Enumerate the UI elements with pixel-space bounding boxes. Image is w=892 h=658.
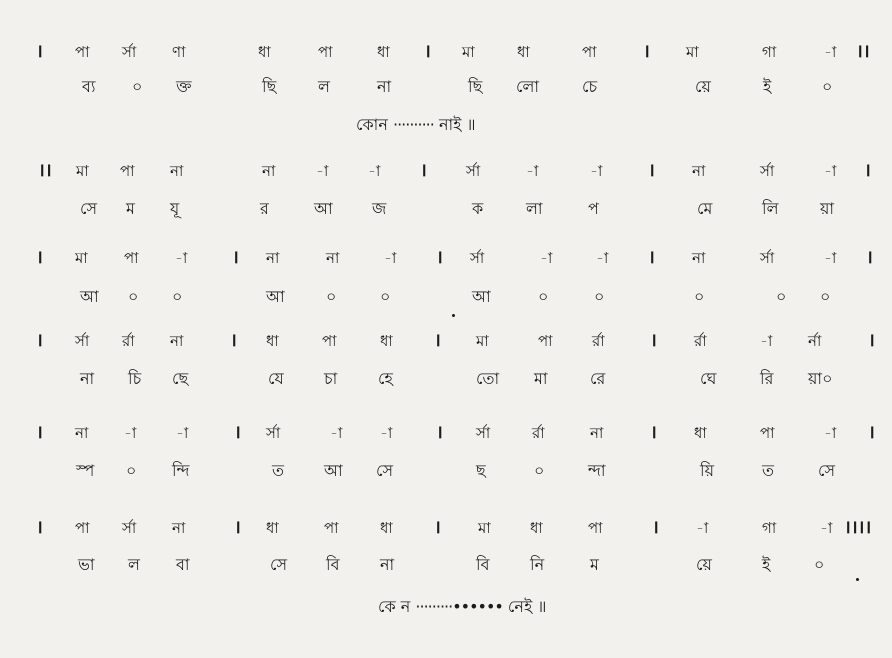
note: পা [324,519,339,537]
bar-line: । [420,160,427,181]
note: -া [820,519,833,537]
stray-dot [856,578,859,581]
note: র্না [808,332,822,350]
note: -া [824,43,837,61]
syllable: যূ [170,199,180,218]
note: না [262,162,276,180]
notes-row-5 [0,418,892,448]
syllable: ০ [126,461,137,480]
note: না [692,162,706,180]
refrain-line-1 [356,110,476,140]
syllable: মা [534,369,548,388]
syllable: য়ে [695,77,711,96]
note: মা [76,162,89,180]
bar-line: । [230,330,237,351]
bar-line: । [36,330,43,351]
note: না [172,519,186,537]
bar-line: । [650,422,657,443]
syllable: সে [376,461,394,480]
lyrics-row-5 [0,456,892,486]
bar-line: । [643,41,650,62]
refrain-line-2 [378,592,546,622]
note: র্রা [592,332,605,350]
syllable: ছ [476,461,486,480]
syllable: ম [126,199,135,218]
syllable: আ [324,461,343,480]
bar-line: । [434,517,441,538]
notes-row-3 [0,243,892,273]
note: র্রা [532,424,545,442]
notes-row-2 [0,156,892,186]
syllable: জ [372,199,387,218]
note: না [75,424,89,442]
note: র্সা [466,162,481,180]
syllable: ছি [468,77,483,96]
bar-line: । [436,422,443,443]
syllable: ০ [814,555,825,574]
note: র্সা [266,424,281,442]
bar-line: । [866,247,873,268]
syllable: ০ [128,287,139,306]
refrain-text: কে ন [378,597,411,616]
note: -া [540,249,553,267]
note: মা [478,519,491,537]
syllable: ০ [534,461,545,480]
syllable: নি [530,555,545,574]
syllable: ০ [380,287,391,306]
note: র্সা [476,424,491,442]
syllable: ০ [594,287,605,306]
lyrics-row-2 [0,194,892,224]
bar-line: । [234,517,241,538]
syllable: প [588,199,599,218]
note: পা [318,43,333,61]
note: -া [760,332,773,350]
note: গা [762,519,777,537]
note: -া [316,162,329,180]
refrain-text: নেই ॥ [507,597,547,616]
note: না [692,249,706,267]
syllable: ঘে [700,369,717,388]
note: -া [590,162,603,180]
syllable: হে [378,369,393,388]
notes-row-6 [0,513,892,543]
syllable: লো [516,77,540,96]
syllable: ব্য [82,77,96,96]
note: -া [330,424,343,442]
note: ধা [266,332,279,350]
syllable: ০ [694,287,705,306]
refrain-text: কোন [356,115,388,134]
syllable: আ [266,287,285,306]
note: ধা [380,519,393,537]
refrain-dots: ·········•••••• [415,597,503,616]
syllable: য়ি [700,461,715,480]
syllable: রে [590,369,606,388]
syllable: আ [472,287,491,306]
note: -া [384,249,397,267]
note: মা [476,332,489,350]
notes-row-4 [0,326,892,356]
note: -া [596,249,609,267]
note: পা [120,162,135,180]
syllable: ত [762,461,775,480]
note: -া [526,162,539,180]
syllable: ০ [538,287,549,306]
note: না [170,332,184,350]
syllable: ল [318,77,330,96]
note: -া [176,424,189,442]
syllable: ০ [172,287,183,306]
note: র্রা [694,332,707,350]
bar-line: । [36,422,43,443]
syllable: বি [476,555,490,574]
note: না [170,162,184,180]
bar-line: । [36,517,43,538]
bar-line: । [652,517,659,538]
notes-row-1 [0,37,892,67]
lyrics-row-4 [0,364,892,394]
note: র্সা [470,249,485,267]
syllable: ম [590,555,599,574]
syllable: ছি [262,77,277,96]
syllable: ই [762,555,771,574]
note: পা [588,519,603,537]
syllable: বি [326,555,340,574]
bar-line: ।। [38,160,52,181]
note: ধা [380,332,393,350]
note: না [590,424,604,442]
note: -া [824,249,837,267]
bar-line: । [868,330,875,351]
syllable: ল [128,555,140,574]
bar-line: । [864,160,871,181]
bar-line: । [436,247,443,268]
note: গা [762,43,777,61]
syllable: মে [697,199,713,218]
syllable: ০ [132,77,143,96]
syllable: না [80,369,95,388]
note: মা [75,249,88,267]
syllable: লি [762,199,779,218]
syllable: সে [80,199,98,218]
note: -া [124,424,137,442]
syllable: আ [80,287,99,306]
syllable: য়া০ [808,369,833,388]
bar-line: । [648,160,655,181]
note: পা [582,43,597,61]
note: র্সা [122,43,137,61]
syllable: তো [476,369,500,388]
note: পা [75,43,90,61]
bar-line: । [36,41,43,62]
syllable: ০ [776,287,787,306]
bar-line: ।। [856,41,870,62]
syllable: য়া [820,199,835,218]
note: -া [824,162,837,180]
note: -া [380,424,393,442]
note: পা [75,519,90,537]
lyrics-row-6 [0,550,892,580]
syllable: ক্ত [176,77,192,96]
note: -া [696,519,709,537]
syllable: চে [582,77,598,96]
note: ধা [266,519,279,537]
syllable: লা [526,199,543,218]
note: র্সা [75,332,90,350]
lyrics-row-3 [0,282,892,312]
note: র্সা [760,249,775,267]
note: পা [538,332,553,350]
syllable: ন্দা [588,461,606,480]
syllable: র [260,199,269,218]
note: -া [824,424,837,442]
bar-line: । [424,41,431,62]
bar-line: । [868,422,875,443]
bar-line: । [648,247,655,268]
note: ধা [258,43,271,61]
note: ণা [172,43,186,61]
syllable: সে [270,555,288,574]
note: পা [760,424,775,442]
syllable: সে [818,461,836,480]
syllable: ০ [820,287,831,306]
note: র্সা [760,162,775,180]
syllable: যে [268,369,284,388]
note: ধা [517,43,530,61]
bar-line: । [234,422,241,443]
note: ধা [530,519,543,537]
note: মা [462,43,475,61]
syllable: ছে [172,369,189,388]
note: পা [124,249,139,267]
note: ধা [377,43,390,61]
syllable: বা [176,555,190,574]
note: মা [686,43,699,61]
syllable: ০ [822,77,833,96]
note: পা [322,332,337,350]
bar-line: । [232,247,239,268]
syllable: ন্দি [172,461,190,480]
syllable: চা [324,369,338,388]
refrain-text: নাই ॥ [438,115,476,134]
syllable: আ [314,199,333,218]
syllable: না [380,555,395,574]
syllable: ০ [326,287,337,306]
syllable: ভা [78,555,95,574]
bar-line: । [650,330,657,351]
syllable: ত [272,461,285,480]
note: র্রা [122,332,135,350]
note: না [326,249,340,267]
bar-line: ।।।। [844,517,872,538]
syllable: ই [763,77,772,96]
syllable: ক [472,199,484,218]
syllable: য়ে [696,555,712,574]
note: -া [175,249,188,267]
bar-line: । [434,330,441,351]
stray-dot [452,314,455,317]
note: র্সা [122,519,137,537]
refrain-dots: ·········· [392,115,434,134]
syllable: চি [128,369,142,388]
note: ধা [694,424,707,442]
syllable: রি [760,369,774,388]
note: -া [368,162,381,180]
syllable: স্প [76,461,95,480]
bar-line: । [36,247,43,268]
note: না [266,249,280,267]
lyrics-row-1 [0,72,892,102]
syllable: না [377,77,392,96]
